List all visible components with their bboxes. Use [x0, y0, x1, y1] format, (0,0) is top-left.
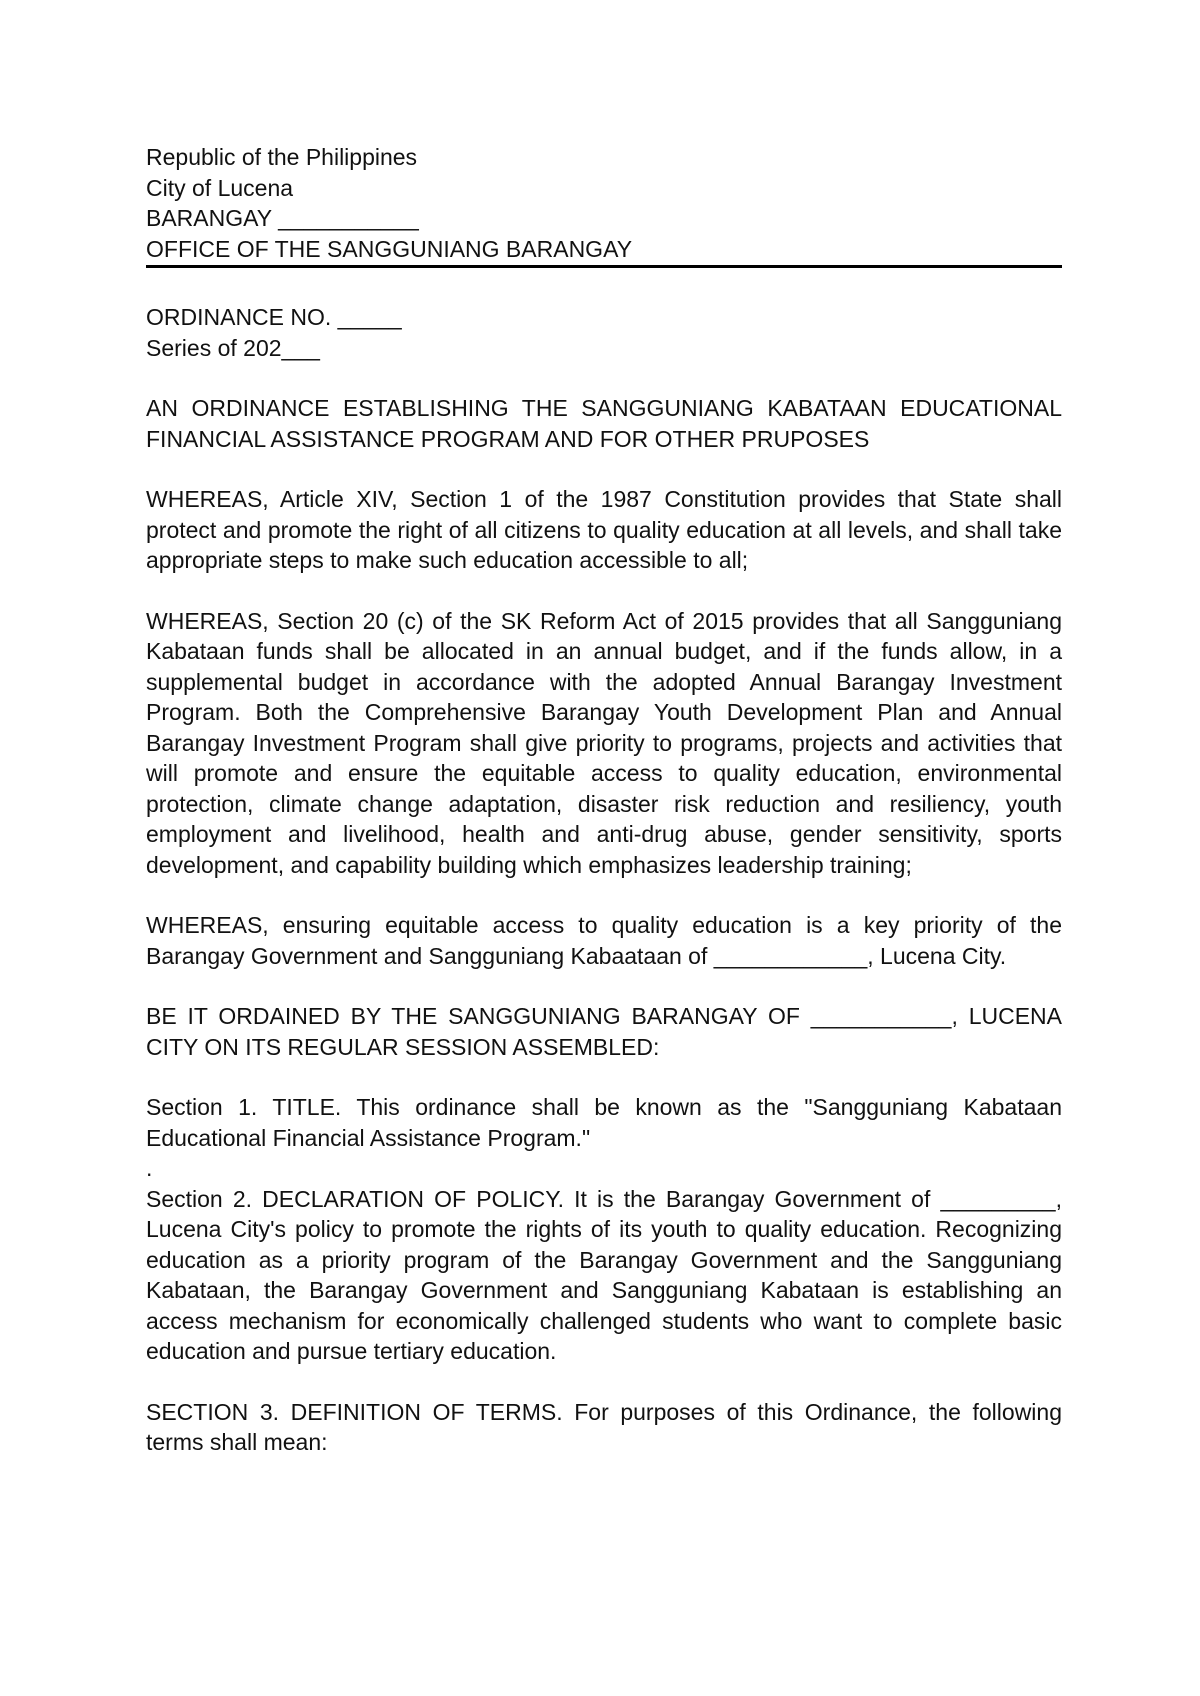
ordinance-number: ORDINANCE NO. _____ — [146, 304, 402, 330]
ordinance-title: AN ORDINANCE ESTABLISHING THE SANGGUNIANG KABATAAN EDUCATIONAL FINANCIAL ASSISTANCE PROGRAM AND FOR OTHER PRUPOSES — [146, 395, 1062, 452]
document-body — [146, 142, 1062, 1458]
whereas-clause-2: WHEREAS, Section 20 (c) of the SK Reform Act of 2015 provides that all Sangguniang Kabataan funds shall be allocated in an annual budget, and if the funds allow, in a supplemental budget in accordance with the adopted Annual Barangay Investment Program. Both the Comprehensive Barangay Youth Development Plan and Annual Barangay Investment Program shall give priority to programs, projects and activities that will promote and ensure the equitable access to quality education, environmental protection, climate change adaptation, disaster risk reduction and resiliency, youth employment and livelihood, health and anti-drug abuse, gender sensitivity, sports development, and capability building which emphasizes leadership training; — [146, 607, 1062, 878]
header-republic: Republic of the Philippines — [146, 144, 418, 170]
ordinance-series: Series of 202___ — [146, 334, 320, 361]
ordained-clause: BE IT ORDAINED BY THE SANGGUNIANG BARANGAY OF ___________, LUCENA CITY ON ITS REGULAR SESSION ASSEMBLED: — [146, 1003, 1062, 1060]
stray-dot: . — [146, 1155, 153, 1181]
section-2: Section 2. DECLARATION OF POLICY. It is the Barangay Government of _________, Lucena City's policy to promote the rights of its youth to quality education. Recognizing education as a priority program of the Barangay Government and the Sangguniang Kabataan, the Barangay Government and Sangguniang Kabataan is establishing an access mechanism for economically challenged students who want to complete basic education and pursue tertiary education. — [146, 1185, 1062, 1364]
section-1: Section 1. TITLE. This ordinance shall be known as the "Sangguniang Kabataan Educational Financial Assistance Program." — [146, 1094, 1062, 1151]
header-office: OFFICE OF THE SANGGUNIANG BARANGAY — [146, 235, 633, 262]
section-3: SECTION 3. DEFINITION OF TERMS. For purposes of this Ordinance, the following terms shall mean: — [146, 1398, 1062, 1455]
whereas-clause-3: WHEREAS, ensuring equitable access to quality education is a key priority of the Barangay Government and Sangguniang Kabaataan of ____________, Lucena City. — [146, 912, 1062, 969]
header-city: City of Lucena — [146, 174, 294, 201]
header-barangay: BARANGAY ___________ — [146, 205, 419, 231]
whereas-clause-1: WHEREAS, Article XIV, Section 1 of the 1987 Constitution provides that State shall protect and promote the right of all citizens to quality education at all levels, and shall take appropriate steps to make such education accessible to all; — [146, 486, 1062, 573]
